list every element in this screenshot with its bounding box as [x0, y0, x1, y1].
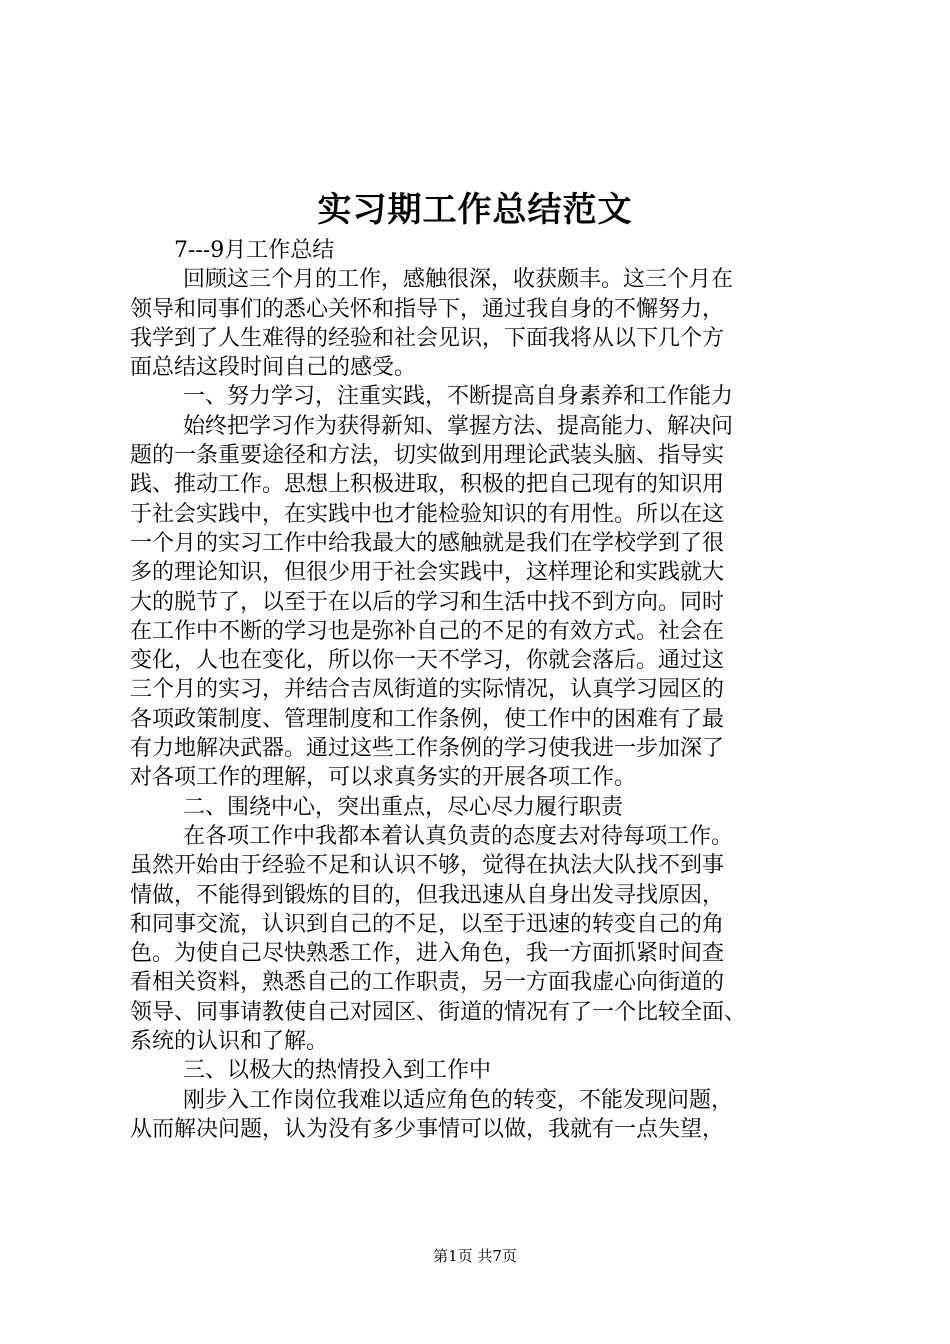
- page-footer: 第1页 共7页: [433, 1247, 517, 1265]
- text-line: 面总结这段时间自己的感受。: [130, 355, 417, 381]
- document-title: 实习期工作总结范文: [317, 190, 633, 230]
- text-line: 系统的认识和了解。: [130, 1029, 329, 1055]
- text-line: 于社会实践中，在实践中也才能检验知识的有用性。所以在这: [130, 501, 725, 527]
- text-line: 二、围绕中心，突出重点，尽心尽力履行职责: [183, 794, 624, 820]
- text-line: 一个月的实习工作中给我最大的感触就是我们在学校学到了很: [130, 530, 725, 556]
- text-line: 刚步入工作岗位我难以适应角色的转变，不能发现问题，: [183, 1087, 734, 1113]
- text-line: 我学到了人生难得的经验和社会见识，下面我将从以下几个方: [130, 325, 725, 351]
- text-line: 始终把学习作为获得新知、掌握方法、提高能力、解决问: [183, 413, 734, 439]
- text-line: 有力地解决武器。通过这些工作条例的学习使我进一步加深了: [130, 736, 725, 762]
- text-line: 题的一条重要途径和方法，切实做到用理论武装头脑、指导实: [130, 443, 725, 469]
- text-line: 色。为使自己尽快熟悉工作，进入角色，我一方面抓紧时间查: [130, 941, 725, 967]
- text-line: 三个月的实习，并结合吉凤街道的实际情况，认真学习园区的: [130, 677, 725, 703]
- text-line: 从而解决问题，认为没有多少事情可以做，我就有一点失望，: [130, 1116, 725, 1142]
- text-line: 在各项工作中我都本着认真负责的态度去对待每项工作。: [183, 823, 734, 849]
- text-line: 多的理论知识，但很少用于社会实践中，这样理论和实践就大: [130, 560, 725, 586]
- text-line: 7---9月工作总结: [174, 238, 335, 263]
- text-line: 践、推动工作。思想上积极进取，积极的把自己现有的知识用: [130, 472, 725, 498]
- text-line: 回顾这三个月的工作，感触很深，收获颇丰。这三个月在: [183, 267, 734, 293]
- document-body: [130, 236, 835, 1144]
- text-line: 变化，人也在变化，所以你一天不学习，你就会落后。通过这: [130, 648, 725, 674]
- text-line: 各项政策制度、管理制度和工作条例，使工作中的困难有了最: [130, 706, 725, 732]
- text-line: 虽然开始由于经验不足和认识不够，觉得在执法大队找不到事: [130, 853, 725, 879]
- text-line: 领导、同事请教使自己对园区、街道的情况有了一个比较全面、: [130, 999, 747, 1025]
- text-line: 和同事交流，认识到自己的不足，以至于迅速的转变自己的角: [130, 911, 725, 937]
- text-line: 一、努力学习，注重实践，不断提高自身素养和工作能力: [183, 384, 734, 410]
- text-line: 看相关资料，熟悉自己的工作职责，另一方面我虚心向街道的: [130, 970, 725, 996]
- text-line: 大的脱节了，以至于在以后的学习和生活中找不到方向。同时: [130, 589, 725, 615]
- text-line: 情做，不能得到锻炼的目的，但我迅速从自身出发寻找原因，: [130, 882, 725, 908]
- text-line: 三、以极大的热情投入到工作中: [183, 1058, 492, 1084]
- text-line: 在工作中不断的学习也是弥补自己的不足的有效方式。社会在: [130, 618, 725, 644]
- text-line: 领导和同事们的悉心关怀和指导下，通过我自身的不懈努力，: [130, 296, 725, 322]
- text-line: 对各项工作的理解，可以求真务实的开展各项工作。: [130, 765, 637, 791]
